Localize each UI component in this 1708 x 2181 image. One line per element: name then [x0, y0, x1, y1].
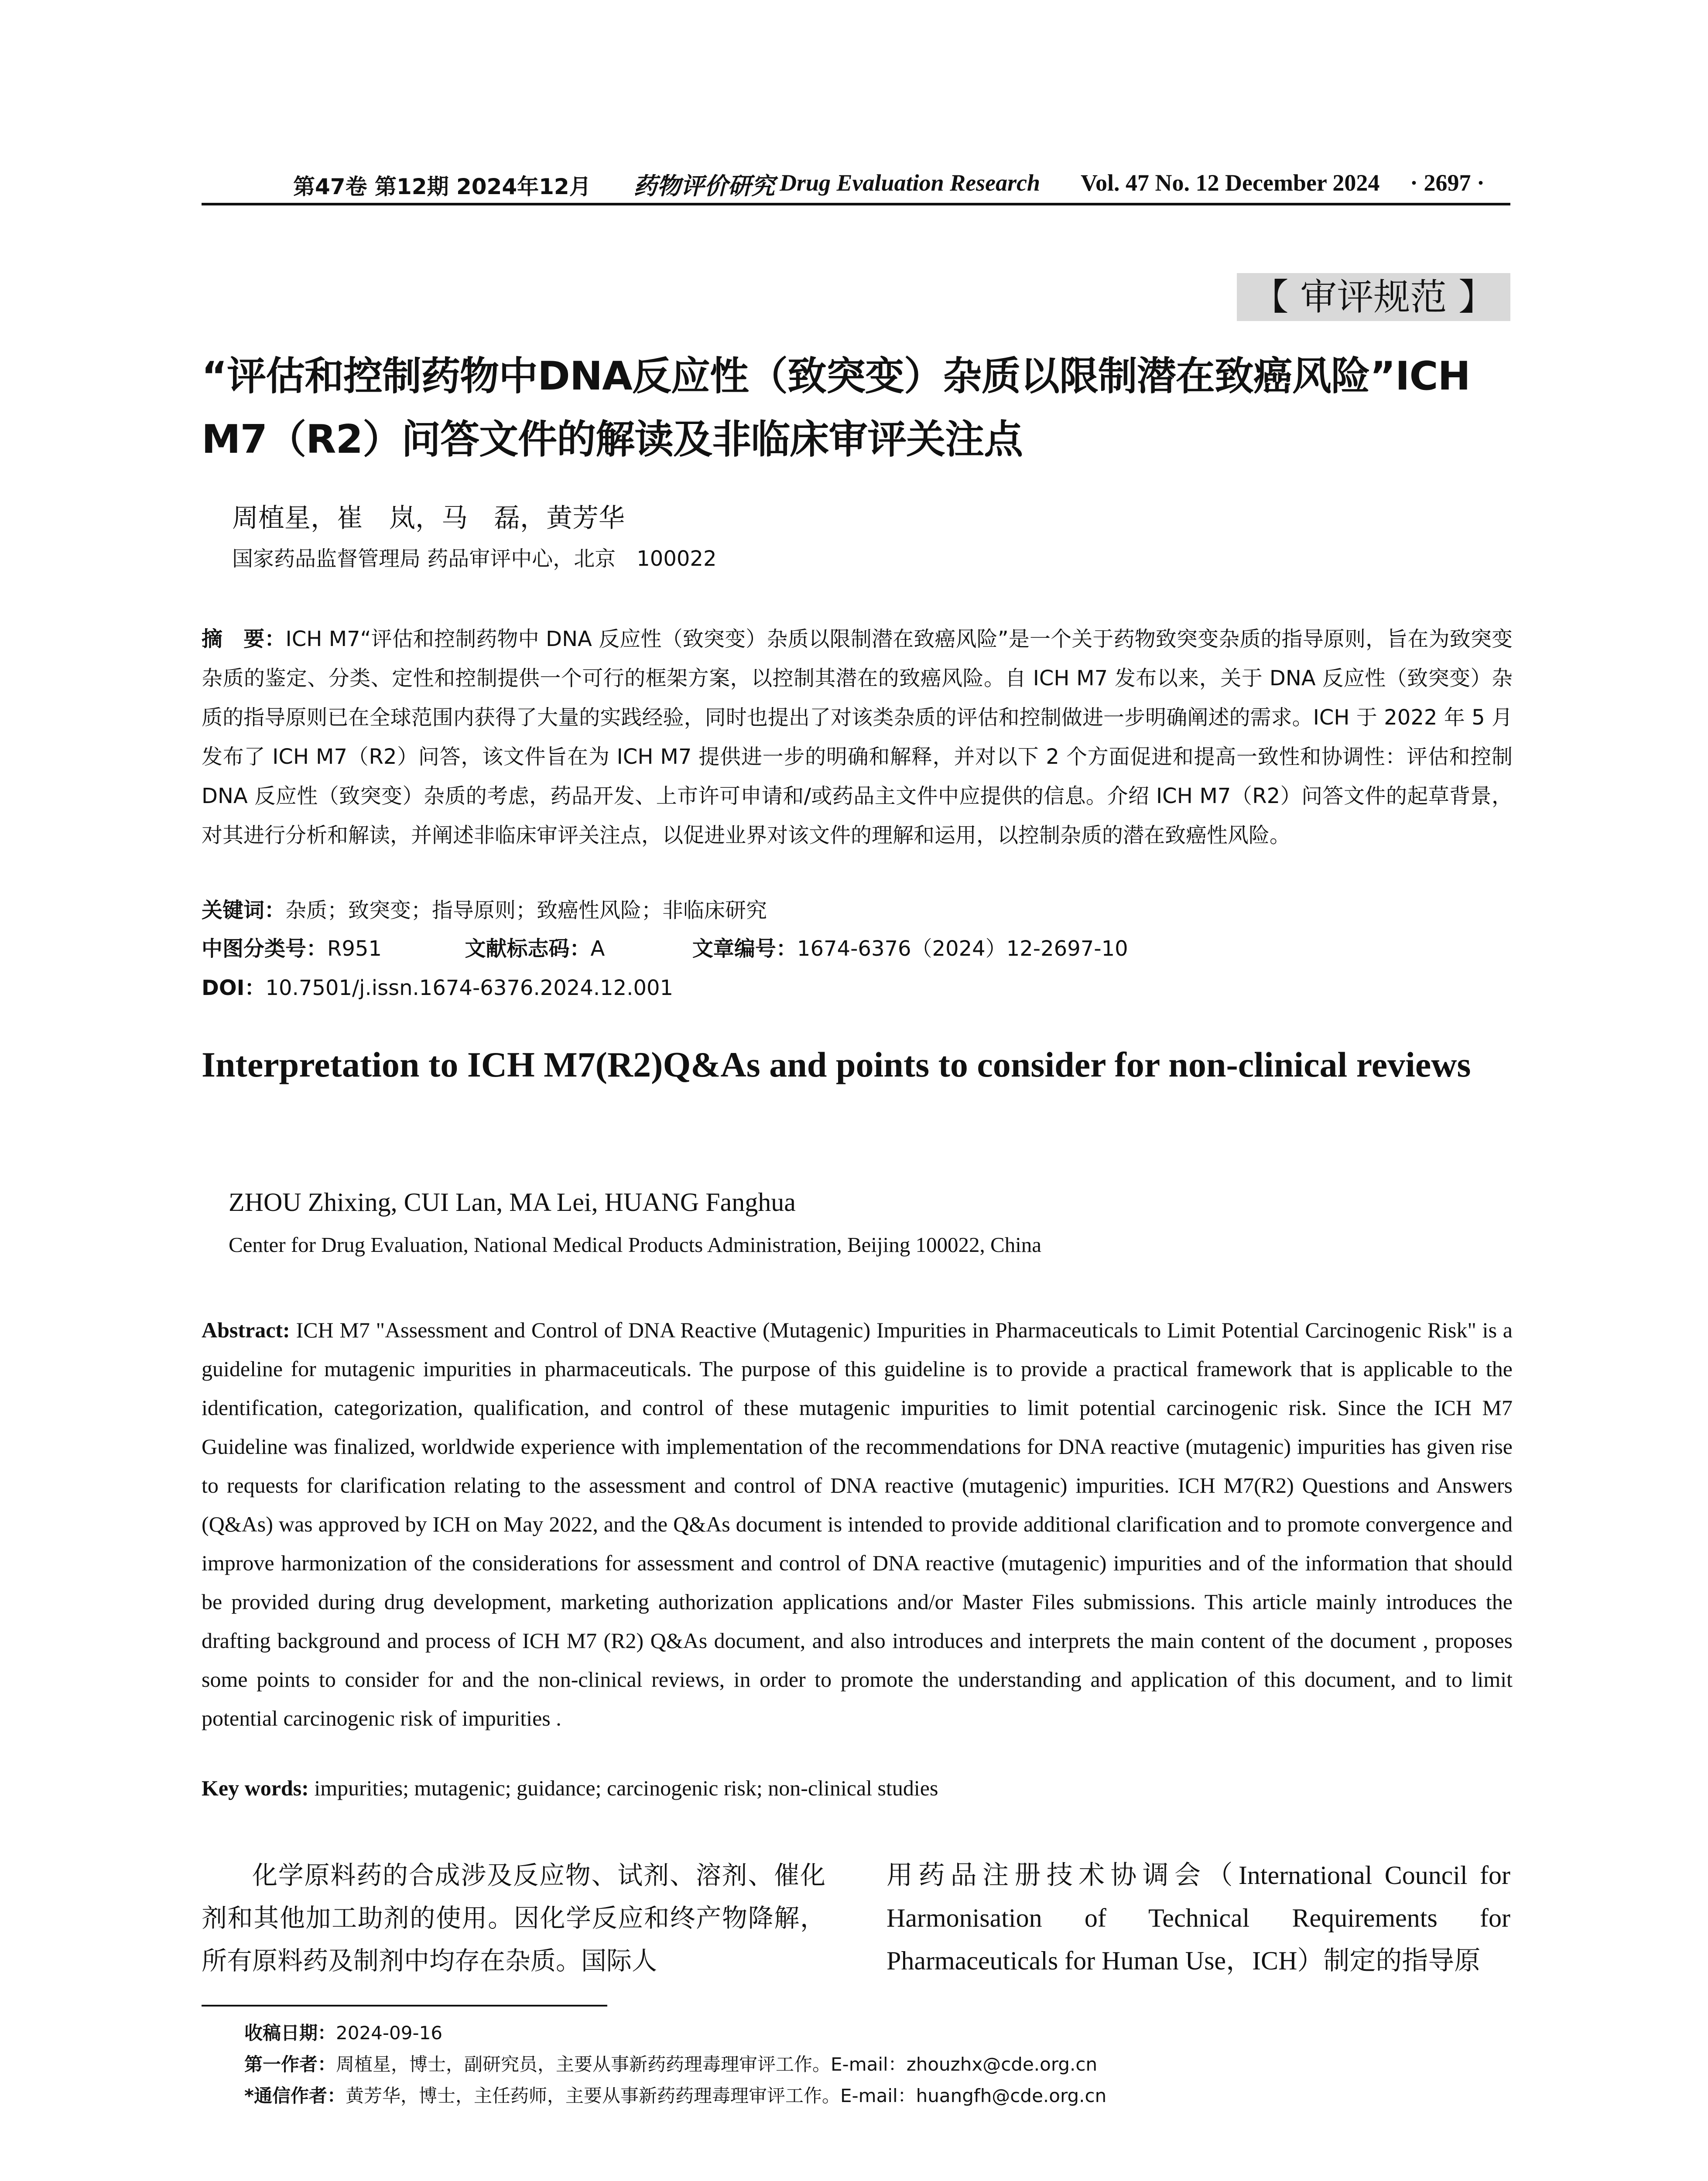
header-rule: [202, 203, 1510, 205]
article-number-label: 文章编号：: [692, 937, 797, 961]
keywords-cn: [202, 893, 767, 923]
doc-code-label: 文献标志码：: [465, 937, 591, 961]
body-column-right: 用药品注册技术协调会（International Council for Harmonisation of Technical Requirements for Pharmaceuticals for Human Use，ICH）制定的指导原: [887, 1861, 1510, 1975]
title-cn: “评估和控制药物中DNA反应性（致突变）杂质以限制潜在致癌风险”ICH M7（R2）问答文件的解读及非临床审评关注点: [202, 353, 1470, 462]
classification-line: [202, 932, 1128, 962]
authors-en: ZHOU Zhixing, CUI Lan, MA Lei, HUANG Fanghua: [229, 1188, 796, 1217]
header-issue-cn: 第47卷 第12期 2024年12月: [293, 174, 591, 199]
abstract-cn-label: 摘 要：: [202, 627, 286, 651]
title-en: Interpretation to ICH M7(R2)Q&As and points to consider for non-clinical reviews: [202, 1045, 1471, 1084]
clc-label: 中图分类号：: [202, 937, 328, 961]
keywords-en-text: impurities; mutagenic; guidance; carcinogenic risk; non-clinical studies: [314, 1776, 938, 1800]
abstract-cn: [202, 619, 1513, 855]
doi-label: DOI：: [202, 976, 266, 1000]
keywords-en-label: Key words:: [202, 1776, 309, 1800]
abstract-en: [202, 1311, 1513, 1738]
received-label: 收稿日期：: [244, 2022, 336, 2044]
header-journal-en: Drug Evaluation Research: [780, 170, 1041, 196]
header-page-number: · 2697 ·: [1410, 170, 1485, 196]
keywords-cn-text: 杂质；致突变；指导原则；致癌性风险；非临床研究: [285, 898, 767, 923]
keywords-cn-label: 关键词：: [202, 898, 286, 923]
affiliation-en: Center for Drug Evaluation, National Medical Products Administration, Beijing 100022, China: [229, 1233, 1042, 1257]
corresponding-author-text: 黄芳华，博士，主任药师，主要从事新药药理毒理审评工作。E-mail：huangfh@cde.org.cn: [345, 2085, 1107, 2106]
footnote-received: [244, 2019, 442, 2045]
doc-code-value: A: [590, 937, 605, 961]
running-header: [202, 169, 1510, 200]
footnote-rule: [202, 2005, 607, 2007]
footnote-first-author: [244, 2050, 1097, 2076]
doi-value: 10.7501/j.issn.1674-6376.2024.12.001: [265, 976, 674, 1000]
column-tag: 【 审评规范 】: [1237, 273, 1510, 321]
corresponding-author-label: *通信作者：: [244, 2085, 346, 2106]
footnote-corresponding-author: [244, 2082, 1106, 2108]
body-column-left: 化学原料药的合成涉及反应物、试剂、溶剂、催化剂和其他加工助剂的使用。因化学反应和终产物降解，所有原料药及制剂中均存在杂质。国际人: [202, 1860, 825, 1976]
affiliation-cn: 国家药品监督管理局 药品审评中心，北京 100022: [232, 547, 717, 571]
keywords-en: [202, 1775, 938, 1801]
abstract-en-label: Abstract:: [202, 1318, 290, 1342]
article-number-value: 1674-6376（2024）12-2697-10: [797, 937, 1128, 961]
journal-logo: 药物评价研究: [633, 172, 775, 200]
doi-line: [202, 971, 673, 1001]
first-author-text: 周植星，博士，副研究员，主要从事新药药理毒理审评工作。E-mail：zhouzhx@cde.org.cn: [336, 2054, 1098, 2075]
first-author-label: 第一作者：: [244, 2054, 336, 2075]
authors-cn: 周植星，崔 岚，马 磊，黄芳华: [232, 503, 625, 533]
header-volume: Vol. 47 No. 12 December 2024: [1081, 170, 1380, 196]
clc-value: R951: [327, 937, 382, 961]
abstract-en-text: ICH M7 "Assessment and Control of DNA Reactive (Mutagenic) Impurities in Pharmaceuticals to Limit Potential Carcinogenic Risk" is a guideline for mutagenic impurities in pharmaceuticals. The purpose of this guideline is to provide a practical framework that is applicable to the identification, categorization, qualification, and control of these mutagenic impurities to limit potential carcinogenic risk. Since the ICH M7 Guideline was finalized, worldwide experience with implementation of the recommendations for DNA reactive (mutagenic) impurities has given rise to requests for clarification relating to the assessment and control of DNA reactive (mutagenic) impurities. ICH M7(R2) Questions and Answers (Q&As) was approved by ICH on May 2022, and the Q&As document is intended to provide additional clarification and to promote convergence and improve harmonization of the considerations for assessment and control of DNA reactive (mutagenic) impurities and of the information that should be provided during drug development, marketing authorization applications and/or Master Files submissions. This article mainly introduces the drafting background and process of ICH M7 (R2) Q&As document, and also introduces and interprets the main content of the document , proposes some points to consider for and the non-clinical reviews, in order to promote the understanding and application of this document, and to limit potential carcinogenic risk of impurities .: [202, 1318, 1513, 1730]
received-date: 2024-09-16: [336, 2022, 443, 2044]
abstract-cn-text: ICH M7“评估和控制药物中 DNA 反应性（致突变）杂质以限制潜在致癌风险”是一个关于药物致突变杂质的指导原则，旨在为致突变杂质的鉴定、分类、定性和控制提供一个可行的框架方案，以控制其潜在的致癌风险。自 ICH M7 发布以来，关于 DNA 反应性（致突变）杂质的指导原则已在全球范围内获得了大量的实践经验，同时也提出了对该类杂质的评估和控制做进一步明确阐述的需求。ICH 于 2022 年 5 月发布了 ICH M7（R2）问答，该文件旨在为 ICH M7 提供进一步的明确和解释，并对以下 2 个方面促进和提高一致性和协调性：评估和控制 DNA 反应性（致突变）杂质的考虑，药品开发、上市许可申请和/或药品主文件中应提供的信息。介绍 ICH M7（R2）问答文件的起草背景，对其进行分析和解读，并阐述非临床审评关注点，以促进业界对该文件的理解和运用，以控制杂质的潜在致癌性风险。: [202, 627, 1513, 848]
